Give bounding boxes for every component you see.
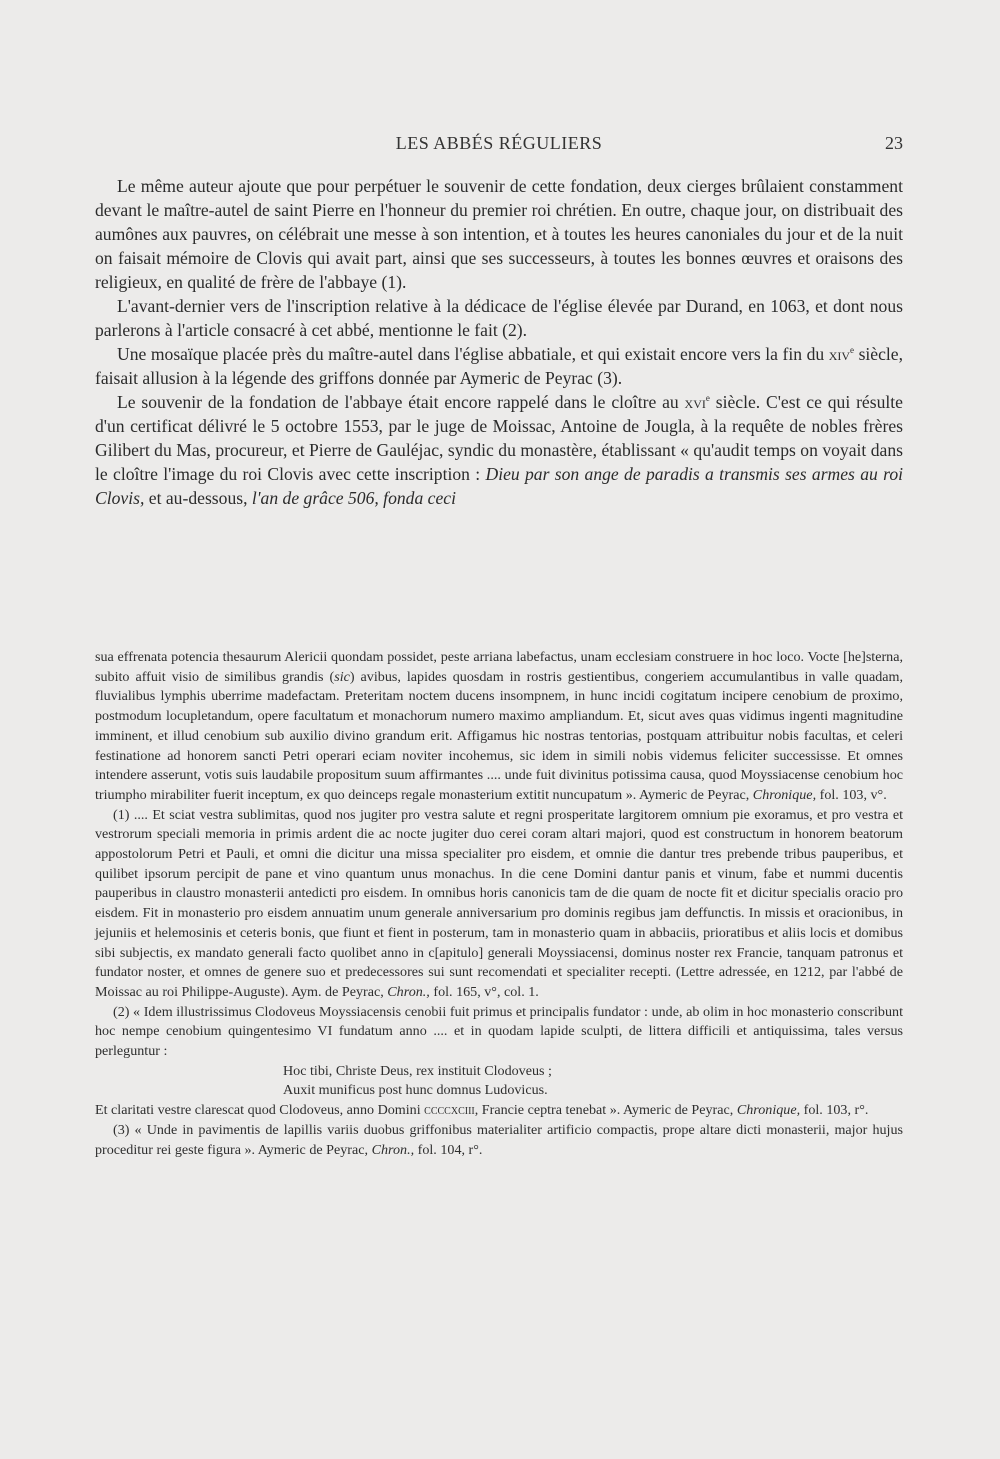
verse-line-2: Auxit munificus post hunc domnus Ludovicus. — [283, 1082, 548, 1099]
page-number: 23 — [885, 133, 903, 153]
footnotes — [95, 648, 903, 1160]
verse-line-1: Hoc tibi, Christe Deus, rex instituit Clodoveus ; — [283, 1062, 552, 1079]
paragraph-4: Le souvenir de la fondation de l'abbaye était encore rappelé dans le cloître au xvi$^e$ siècle. C'est ce qui résulte d'un certificat délivré le 5 octobre 1553, par le juge de Moissac, Antoine de Jougla, à la requête de nobles frères Gilibert du Mas, procureur, et Pierre de Gauléjac, syndic du monastère, établissant « qu'audit temps on voyait dans le cloître l'image du roi Clovis avec cette inscription : Dieu par son ange de paradis a transmis ses armes au roi Clovis, et au-dessous, l'an de grâce 506, fonda ceci — [95, 392, 903, 508]
paragraph-1: Le même auteur ajoute que pour perpétuer le souvenir de cette fondation, deux cierges brûlaient constamment devant le maître-autel de saint Pierre en l'honneur du premier roi chrétien. En outre, chaque jour, on distribuait des aumônes aux pauvres, on célébrait une messe à son intention, et à toutes les heures canoniales du jour et de la nuit on faisait mémoire de Clovis qui avait part, ainsi que ses successeurs, à toutes les bonnes œuvres et oraisons des religieux, en qualité de frère de l'abbaye (1). — [95, 176, 903, 292]
century-numeral: xiv — [828, 344, 851, 364]
running-title: LES ABBÉS RÉGULIERS — [395, 133, 603, 153]
verse-inscription — [283, 1062, 903, 1101]
paragraph-3: Une mosaïque placée près du maître-autel dans l'église abbatiale, et qui existait encore vers la fin du xiv$^e$ siècle, faisait allusion à la légende des griffons donnée par Aymeric de Peyrac (3). — [95, 344, 904, 388]
main-text — [95, 174, 903, 510]
inscription-date: l'an de grâce 506, fonda ceci — [251, 488, 456, 508]
century-numeral: xvi — [684, 392, 706, 412]
footnote-2-continuation: Et claritati vestre clarescat quod Clodoveus, anno Domini ccccxciii, Francie ceptra tenebat ». Aymeric de Peyrac, Chronique, fol. 103, r°. — [95, 1102, 869, 1119]
footnote-continuation: sua effrenata potencia thesaurum Alericii quondam possidet, peste arriana labefactus, unam ecclesiam construere in hoc loco. Vocte [he]sterna, subito affuit visio de similibus grandis (sic) avibus, lapides quosdam in rostris gestientibus, congeriem accumulantibus in valle quadam, fluvialibus lymphis uberrime madefactam. Preteritam noctem ducens insompnem, in hunc incidi cogitatum incipere cenobium de proximo, postmodum locupletandum, opere facultatum et monachorum numero maximo ampliandum. Et, sicut aves quas vidimus ingenti magnitudine imminent, et illud cenobium sub auxilio divino grandum erit. Affigamus hic nostras tentorias, postquam attribuitur nobis facultas, et celeri festinatione ad honorem sancti Petri operari eciam noviter incohemus, sic idem in simili nobis videmus feliciter successisse. Et omnes intendere asserunt, votis suis laudabile propositum suum affirmantes .... unde fuit divinitus potissima causa, quod Moyssiacense cenobium hoc triumpho mirabiliter fuerit inceptum, ex quo deinceps regale monasterium extitit nuncupatum ». Aymeric de Peyrac, Chronique, fol. 103, v°. — [95, 649, 903, 803]
footnote-3: (3) « Unde in pavimentis de lapillis variis duobus griffonibus materialiter artificio compactis, prope altare dicti monasterii, major hujus proceditur rei geste figura ». Aymeric de Peyrac, Chron., fol. 104, r°. — [95, 1121, 903, 1158]
inscription-text: Dieu par son ange de paradis a transmis ses armes au roi Clovis, — [95, 464, 903, 508]
paragraph-2: L'avant-dernier vers de l'inscription relative à la dédicace de l'église élevée par Durand, en 1063, et dont nous parlerons à l'article consacré à cet abbé, mentionne le fait (2). — [95, 296, 903, 340]
footnote-1: (1) .... Et sciat vestra sublimitas, quod nos jugiter pro vestra salute et regni prosperitate largitorem omnium pie exoramus, et pro vestra et vestrorum speciali memoria in primis ardent die ac nocte jugiter duo cerei coram altari majori, quod est constructum in honorem beatorum appostolorum Petri et Pauli, et omni die dicitur una missa specialiter pro eisdem, et omnie die dantur tres prebende tribus pauperibus, et quilibet ipsorum percipit de pane et vino quantum unus monachus. In die cene Domini dantur panis et vinum, fabe et nummi ducentis pauperibus in claustro monasterii antedicti pro eisdem. In omnibus horis canonicis tam de die quam de nocte fit et dicitur specialis oracio pro eisdem. Fit in monasterio pro eisdem annuatim unum generale anniversarium pro dominis regibus jam deffunctis. In missis et oracionibus, in jejuniis et helemosinis et ceteris bonis, que fiunt et fient in posterum, tam in monasterio quam in abbaciis, prioratibus et aliis locis et domibus sibi subjectis, ex mandato generali facto quolibet anno in c[apitulo] generali Moyssiacensi, dominus noster rex Francie, tanquam patronus et fundator noster, et omnes de genere suo et predecessores sui sunt recomendati et specialiter recepti. (Lettre adressée, en 1212, par l'abbé de Moissac au roi Philippe-Auguste). Aym. de Peyrac, Chron., fol. 165, v°, col. 1. — [95, 806, 903, 1000]
running-header — [95, 133, 903, 159]
footnote-2: (2) « Idem illustrissimus Clodoveus Moyssiacensis cenobii fuit primus et principalis fundator : unde, ab olim in hoc monasterio conscribunt hoc nempe cenobium quingentesimo VI fundatum anno .... et in quodam lapide sculpti, de littera difficili et antiquissima, tales versus perleguntur : — [95, 1003, 903, 1060]
